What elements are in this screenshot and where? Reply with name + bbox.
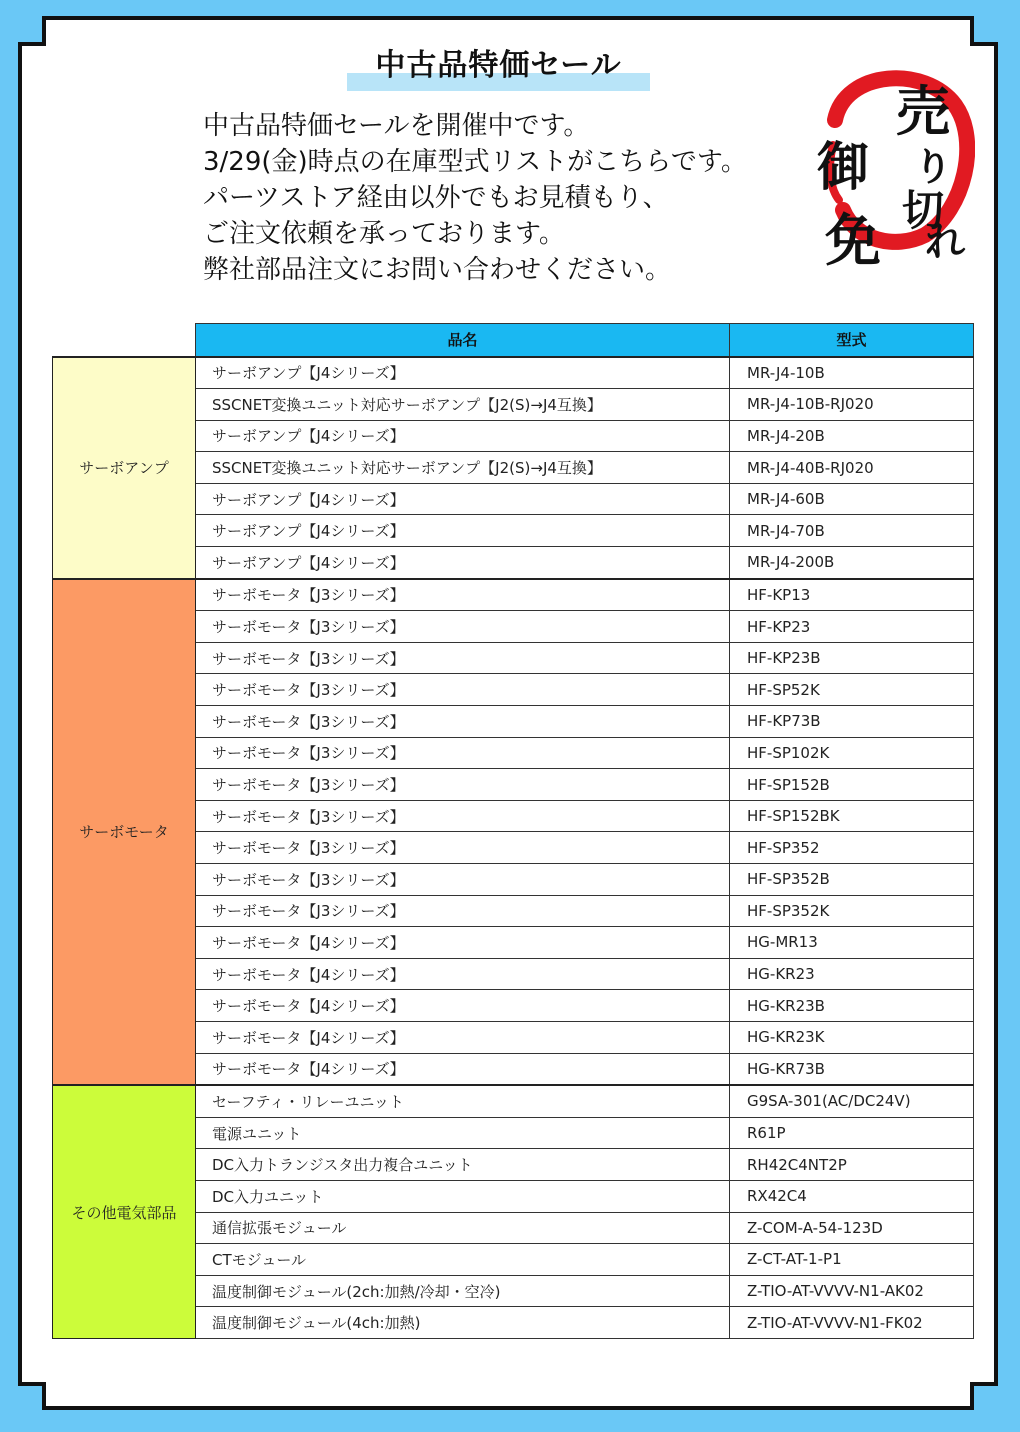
sold-out-stamp-logo [805,50,975,275]
model-number-cell: MR-J4-10B-RJ020 [730,389,974,421]
product-name-cell: サーボモータ【J3シリーズ】 [196,895,730,927]
intro-text [203,108,823,288]
product-name-cell: サーボアンプ【J4シリーズ】 [196,483,730,515]
product-name-cell: サーボモータ【J4シリーズ】 [196,990,730,1022]
product-name-cell: サーボモータ【J3シリーズ】 [196,642,730,674]
model-number-cell: HF-KP73B [730,706,974,738]
model-number-cell: MR-J4-60B [730,483,974,515]
intro-line: 中古品特価セールを開催中です。 [203,111,590,141]
model-number-cell: HF-KP13 [730,579,974,611]
header-blank-cell [53,324,196,357]
product-name-cell: 電源ユニット [196,1117,730,1149]
model-number-cell: G9SA-301(AC/DC24V) [730,1085,974,1117]
svg-text:売: 売 [896,79,950,143]
category-cell: その他電気部品 [53,1085,196,1338]
svg-text:切: 切 [901,186,945,235]
page-title: 中古品特価セール [375,48,622,83]
intro-line: パーツストア経由以外でもお見積もり、 [203,183,669,213]
product-name-cell: サーボモータ【J3シリーズ】 [196,832,730,864]
model-number-cell: Z-TIO-AT-VVVV-N1-AK02 [730,1275,974,1307]
product-name-cell: サーボモータ【J4シリーズ】 [196,1053,730,1085]
product-name-cell: サーボモータ【J4シリーズ】 [196,1021,730,1053]
model-number-cell: RX42C4 [730,1180,974,1212]
column-header-model: 型式 [730,324,974,357]
product-name-cell: サーボモータ【J3シリーズ】 [196,737,730,769]
table-body [53,357,974,1339]
model-number-cell: HF-SP102K [730,737,974,769]
model-number-cell: HG-KR23 [730,958,974,990]
table-row [53,579,974,611]
svg-text:れ: れ [925,218,965,265]
product-name-cell: サーボアンプ【J4シリーズ】 [196,515,730,547]
model-number-cell: HF-SP352B [730,864,974,896]
intro-line: 弊社部品注文にお問い合わせください。 [203,255,672,285]
product-name-cell: 温度制御モジュール(2ch:加熱/冷却・空冷) [196,1275,730,1307]
model-number-cell: HG-KR23B [730,990,974,1022]
model-number-cell: HF-SP52K [730,674,974,706]
model-number-cell: HF-KP23 [730,611,974,643]
product-name-cell: サーボモータ【J3シリーズ】 [196,706,730,738]
model-number-cell: HG-MR13 [730,927,974,959]
model-number-cell: MR-J4-10B [730,357,974,389]
model-number-cell: Z-CT-AT-1-P1 [730,1244,974,1276]
model-number-cell: HF-SP352 [730,832,974,864]
model-number-cell: HF-SP352K [730,895,974,927]
product-name-cell: サーボモータ【J3シリーズ】 [196,674,730,706]
product-name-cell: 通信拡張モジュール [196,1212,730,1244]
model-number-cell: HF-SP152BK [730,800,974,832]
inventory-table [52,323,974,1339]
model-number-cell: MR-J4-200B [730,547,974,579]
model-number-cell: Z-TIO-AT-VVVV-N1-FK02 [730,1307,974,1339]
product-name-cell: SSCNET変換ユニット対応サーボアンプ【J2(S)→J4互換】 [196,389,730,421]
product-name-cell: サーボアンプ【J4シリーズ】 [196,357,730,389]
product-name-cell: SSCNET変換ユニット対応サーボアンプ【J2(S)→J4互換】 [196,452,730,484]
model-number-cell: HF-SP152B [730,769,974,801]
model-number-cell: RH42C4NT2P [730,1149,974,1181]
product-name-cell: サーボモータ【J3シリーズ】 [196,864,730,896]
intro-line: 3/29(金)時点の在庫型式リストがこちらです。 [203,147,747,177]
model-number-cell: R61P [730,1117,974,1149]
svg-text:り: り [913,144,953,189]
product-name-cell: サーボモータ【J3シリーズ】 [196,611,730,643]
product-name-cell: 温度制御モジュール(4ch:加熱) [196,1307,730,1339]
product-name-cell: サーボアンプ【J4シリーズ】 [196,420,730,452]
product-name-cell: サーボモータ【J4シリーズ】 [196,958,730,990]
svg-text:御: 御 [816,137,870,198]
svg-text:免: 免 [825,208,881,274]
model-number-cell: HG-KR73B [730,1053,974,1085]
product-name-cell: CTモジュール [196,1244,730,1276]
table-row [53,1085,974,1117]
product-name-cell: サーボモータ【J4シリーズ】 [196,927,730,959]
product-name-cell: サーボモータ【J3シリーズ】 [196,579,730,611]
model-number-cell: MR-J4-70B [730,515,974,547]
product-name-cell: サーボアンプ【J4シリーズ】 [196,547,730,579]
column-header-name: 品名 [196,324,730,357]
table-header-row [53,324,974,357]
intro-line: ご注文依頼を承っております。 [203,219,565,249]
model-number-cell: Z-COM-A-54-123D [730,1212,974,1244]
product-name-cell: DC入力ユニット [196,1180,730,1212]
model-number-cell: HF-KP23B [730,642,974,674]
product-name-cell: セーフティ・リレーユニット [196,1085,730,1117]
model-number-cell: MR-J4-40B-RJ020 [730,452,974,484]
category-cell: サーボモータ [53,579,196,1086]
model-number-cell: HG-KR23K [730,1021,974,1053]
table-row [53,357,974,389]
product-name-cell: DC入力トランジスタ出力複合ユニット [196,1149,730,1181]
product-name-cell: サーボモータ【J3シリーズ】 [196,800,730,832]
model-number-cell: MR-J4-20B [730,420,974,452]
product-name-cell: サーボモータ【J3シリーズ】 [196,769,730,801]
category-cell: サーボアンプ [53,357,196,579]
